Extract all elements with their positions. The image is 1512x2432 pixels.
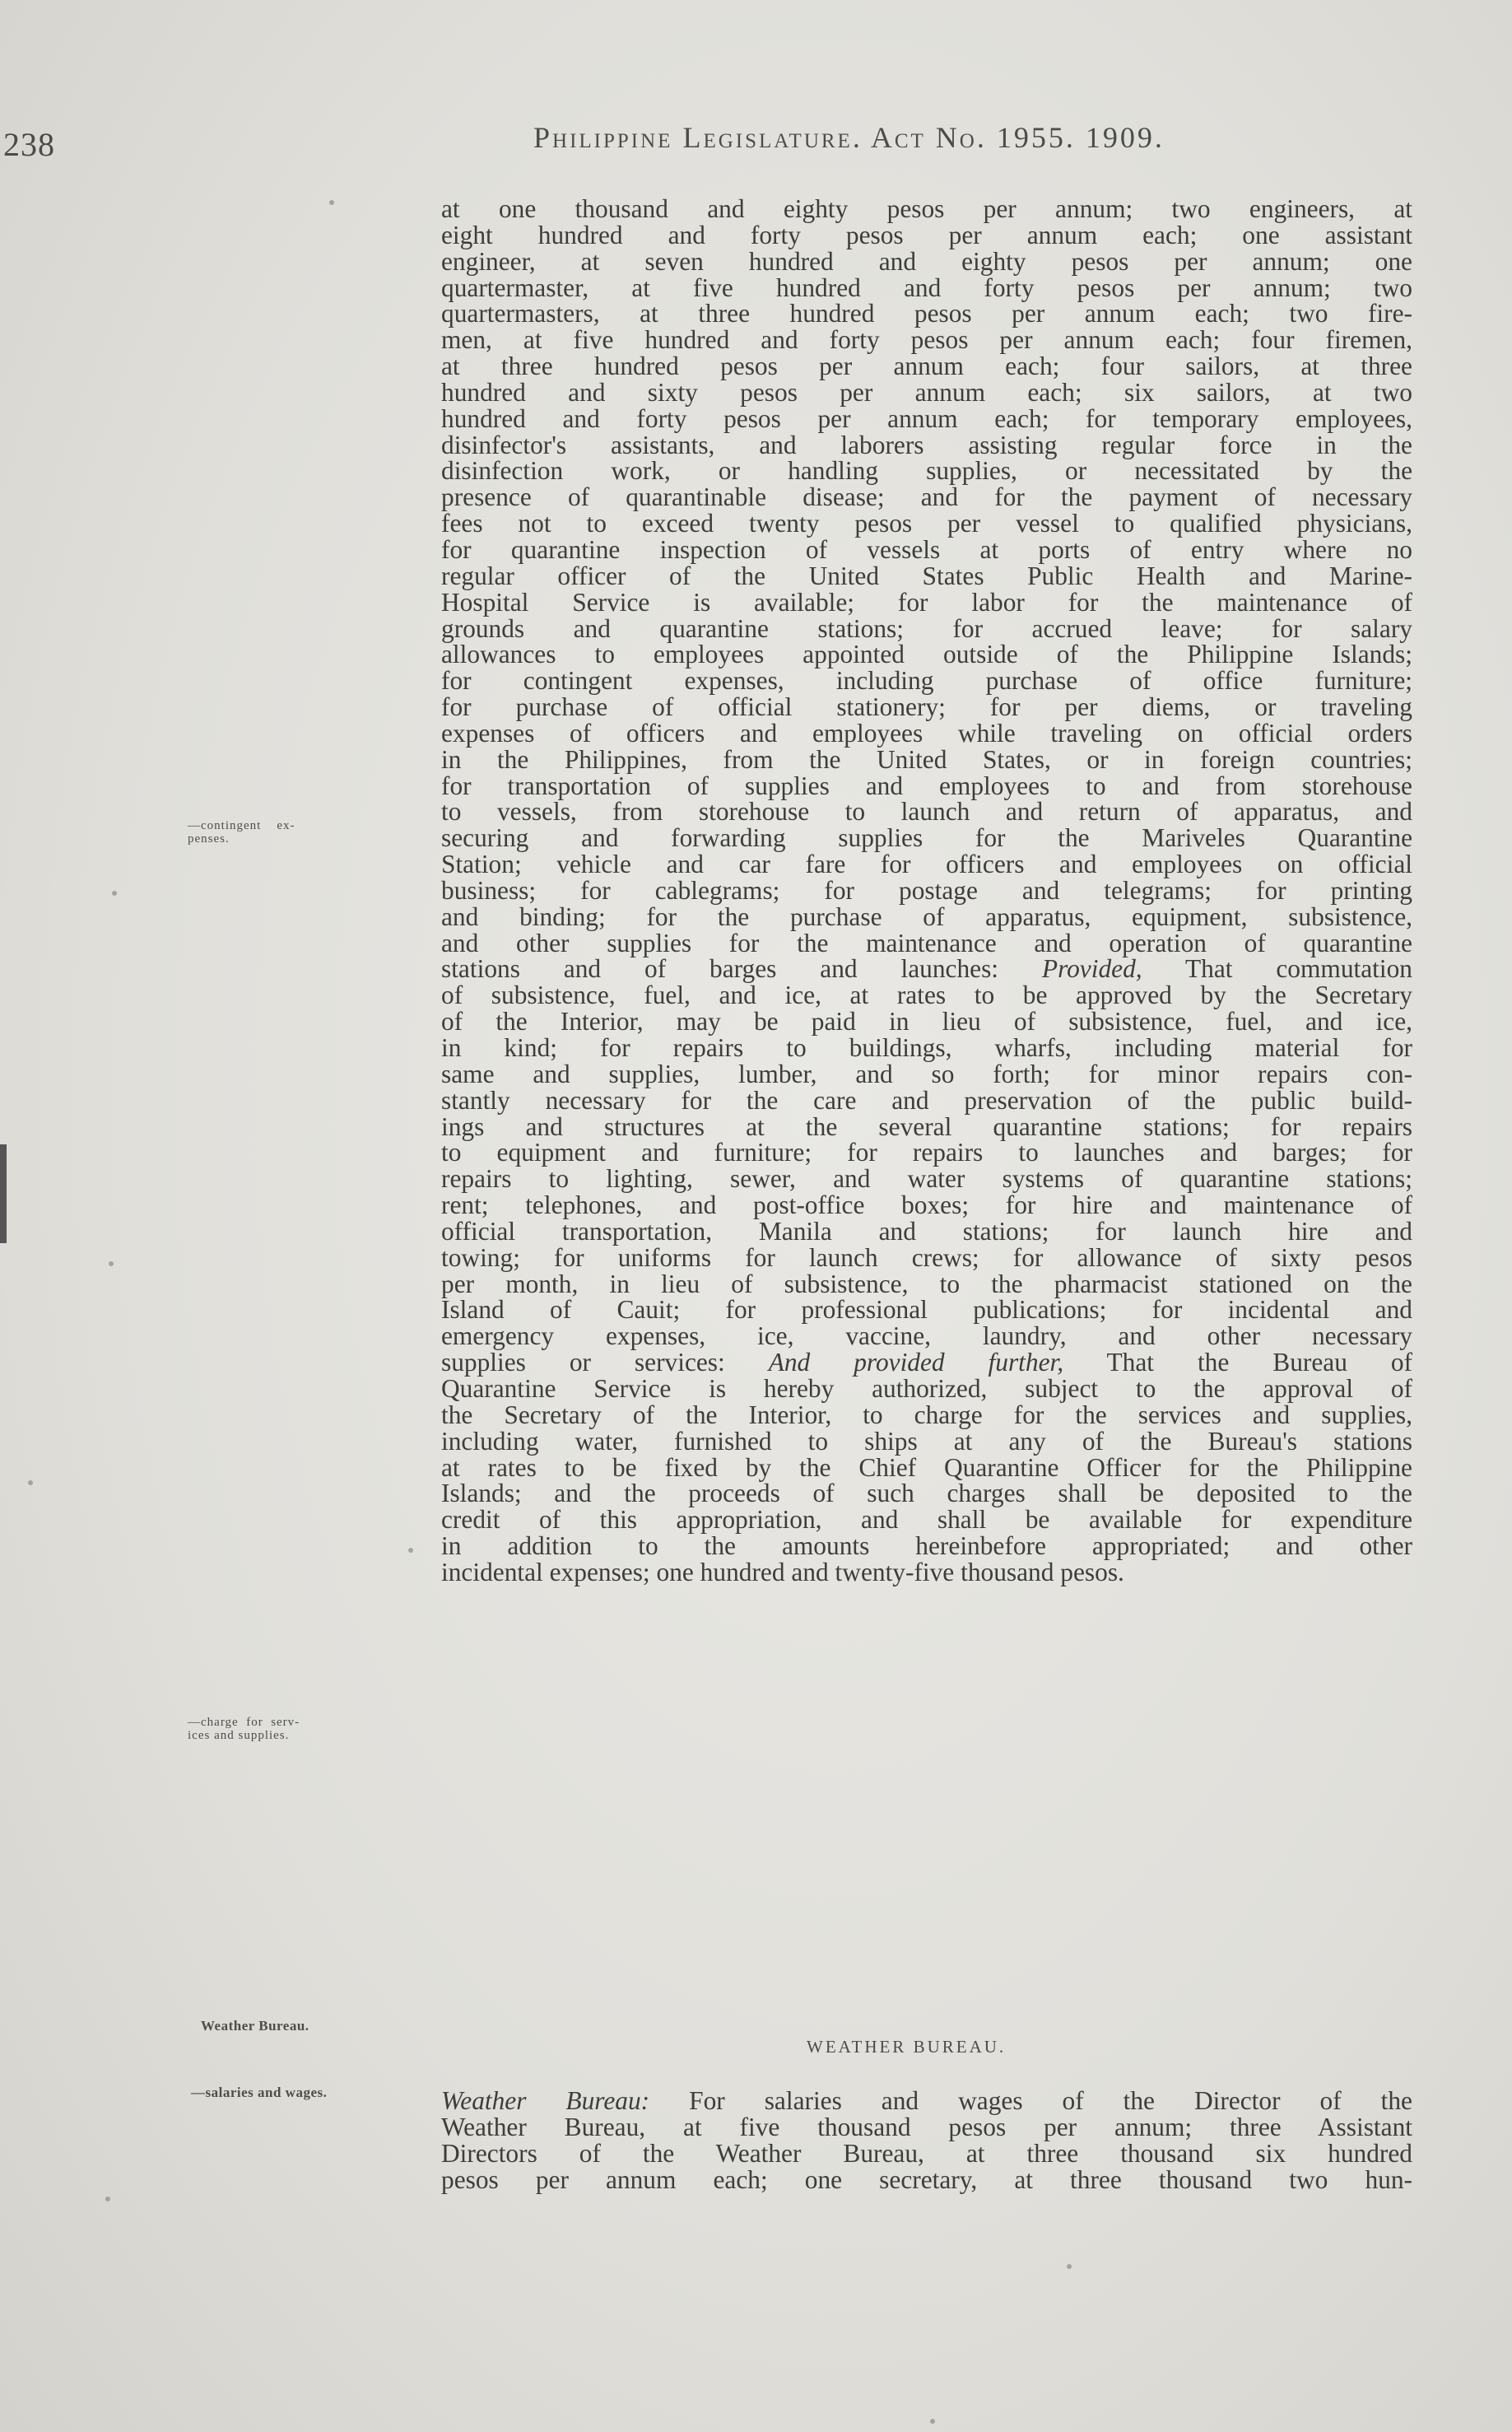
side-note-charge-line1: —charge for serv-	[188, 1716, 300, 1729]
body-text-line: stantly necessary for the care and preservation of the public build-	[441, 1085, 1412, 1115]
page-number: 238	[3, 126, 55, 163]
body-text-line: for quarantine inspection of vessels at ports of entry where no	[441, 534, 1412, 564]
section-heading: WEATHER BUREAU.	[807, 2037, 1007, 2057]
side-note-charge-line2: ices and supplies.	[188, 1729, 290, 1742]
weather-text-line: Directors of the Weather Bureau, at three thousand six hundred	[441, 2138, 1412, 2168]
weather-paragraph	[441, 2088, 1412, 2192]
body-text-line: repairs to lighting, sewer, and water systems of quarantine stations;	[441, 1164, 1412, 1194]
body-text-line: quartermasters, at three hundred pesos per annum each; two fire-	[441, 299, 1412, 328]
body-text-line: credit of this appropriation, and shall be available for expenditure	[441, 1505, 1412, 1535]
side-note-contingent	[188, 819, 295, 846]
body-text-line: to equipment and furniture; for repairs to launches and barges; for	[441, 1138, 1412, 1167]
side-note-contingent-line2: penses.	[188, 832, 230, 846]
body-text-line: at rates to be fixed by the Chief Quarantine Officer for the Philippine	[441, 1452, 1412, 1482]
side-note-contingent-line1: —contingent ex-	[188, 819, 295, 832]
body-text-line: allowances to employees appointed outside of the Philippine Islands;	[441, 640, 1412, 669]
body-text-line: hundred and forty pesos per annum each; for temporary employees,	[441, 403, 1412, 433]
weather-text-line: Weather Bureau: For salaries and wages of the Director of the	[441, 2086, 1412, 2115]
body-text-line: disinfector's assistants, and laborers assisting regular force in the	[441, 430, 1412, 459]
body-text-line: supplies or services: And provided further, That the Bureau of	[441, 1348, 1412, 1377]
body-text-line: Islands; and the proceeds of such charges shall be deposited to the	[441, 1479, 1412, 1508]
body-text-line: in the Philippines, from the United States, or in foreign countries;	[441, 744, 1412, 774]
speck	[28, 1480, 33, 1485]
body-text-line: of subsistence, fuel, and ice, at rates to be approved by the Secretary	[441, 981, 1412, 1010]
body-text-line: at three hundred pesos per annum each; four sailors, at three	[441, 352, 1412, 381]
body-text-line: in kind; for repairs to buildings, wharfs, including material for	[441, 1033, 1412, 1062]
body-text-line: hundred and sixty pesos per annum each; six sailors, at two	[441, 377, 1412, 407]
speck	[930, 2419, 935, 2424]
body-text-line: grounds and quarantine stations; for accrued leave; for salary	[441, 613, 1412, 643]
body-text-line: and other supplies for the maintenance and operation of quarantine	[441, 928, 1412, 957]
body-text-line: per month, in lieu of subsistence, to the pharmacist stationed on the	[441, 1269, 1412, 1298]
speck	[408, 1548, 413, 1553]
side-note-charge	[188, 1716, 300, 1742]
body-text-line: Quarantine Service is hereby authorized, subject to the approval of	[441, 1373, 1412, 1403]
italic-phrase: And provided further,	[768, 1348, 1064, 1377]
speck	[112, 891, 117, 896]
body-text-line: men, at five hundred and forty pesos per annum each; four firemen,	[441, 325, 1412, 355]
italic-phrase: Provided,	[1041, 954, 1142, 984]
body-text-line: emergency expenses, ice, vaccine, laundry, and other necessary	[441, 1321, 1412, 1351]
body-text-line: including water, furnished to ships at any of the Bureau's stations	[441, 1426, 1412, 1456]
body-text-line: Station; vehicle and car fare for officers and employees on official	[441, 850, 1412, 879]
page-edge-shadow	[0, 1144, 7, 1243]
body-text-line: stations and of barges and launches: Provided, That commutation	[441, 954, 1412, 984]
body-text-line: ings and structures at the several quarantine stations; for repairs	[441, 1111, 1412, 1141]
body-text-line: in addition to the amounts hereinbefore appropriated; and other	[441, 1531, 1412, 1561]
body-text-line: same and supplies, lumber, and so forth; for minor repairs con-	[441, 1059, 1412, 1088]
body-text-line: disinfection work, or handling supplies, or necessitated by the	[441, 456, 1412, 486]
body-text-line: engineer, at seven hundred and eighty pesos per annum; one	[441, 246, 1412, 276]
body-text-line: of the Interior, may be paid in lieu of subsistence, fuel, and ice,	[441, 1007, 1412, 1037]
speck	[1067, 2264, 1072, 2269]
body-paragraph	[441, 196, 1412, 1586]
speck	[105, 2197, 110, 2201]
body-text-line: towing; for uniforms for launch crews; for allowance of sixty pesos	[441, 1242, 1412, 1272]
body-text-line: to vessels, from storehouse to launch and return of apparatus, and	[441, 797, 1412, 827]
body-text-line: for transportation of supplies and employees to and from storehouse	[441, 771, 1412, 800]
body-text-line: incidental expenses; one hundred and twenty-five thousand pesos.	[441, 1557, 1124, 1586]
running-head: Philippine Legislature. Act No. 1955. 1909.	[533, 121, 1165, 154]
weather-text-line: pesos per annum each; one secretary, at three thousand two hun-	[441, 2164, 1412, 2194]
body-text-line: at one thousand and eighty pesos per annum; two engineers, at	[441, 194, 1412, 223]
side-note-weather-bureau: Weather Bureau.	[201, 2018, 309, 2034]
side-note-salaries: —salaries and wages.	[191, 2085, 328, 2100]
speck	[109, 1261, 114, 1266]
body-text-line: fees not to exceed twenty pesos per vessel to qualified physicians,	[441, 509, 1412, 538]
body-text-line: expenses of officers and employees while traveling on official orders	[441, 718, 1412, 748]
body-text-line: eight hundred and forty pesos per annum each; one assistant	[441, 220, 1412, 249]
body-text-line: the Secretary of the Interior, to charge for the services and supplies,	[441, 1400, 1412, 1429]
body-text-line: for purchase of official stationery; for per diems, or traveling	[441, 692, 1412, 722]
body-text-line: and binding; for the purchase of apparatus, equipment, subsistence,	[441, 902, 1412, 931]
italic-phrase: Weather Bureau:	[441, 2086, 650, 2115]
weather-text-line: Weather Bureau, at five thousand pesos per annum; three Assistant	[441, 2112, 1412, 2141]
body-text-line: regular officer of the United States Public Health and Marine-	[441, 561, 1412, 590]
body-text-line: for contingent expenses, including purchase of office furniture;	[441, 666, 1412, 696]
body-text-line: business; for cablegrams; for postage and telegrams; for printing	[441, 875, 1412, 905]
speck	[329, 200, 334, 205]
body-text-line: quartermaster, at five hundred and forty pesos per annum; two	[441, 273, 1412, 302]
body-text-line: Hospital Service is available; for labor for the maintenance of	[441, 587, 1412, 617]
body-text-line: official transportation, Manila and stations; for launch hire and	[441, 1216, 1412, 1246]
body-text-line: rent; telephones, and post-office boxes; for hire and maintenance of	[441, 1190, 1412, 1220]
body-text-line: securing and forwarding supplies for the Mariveles Quarantine	[441, 823, 1412, 853]
body-text-line: presence of quarantinable disease; and for the payment of necessary	[441, 482, 1412, 512]
body-text-line: Island of Cauit; for professional publications; for incidental and	[441, 1295, 1412, 1325]
